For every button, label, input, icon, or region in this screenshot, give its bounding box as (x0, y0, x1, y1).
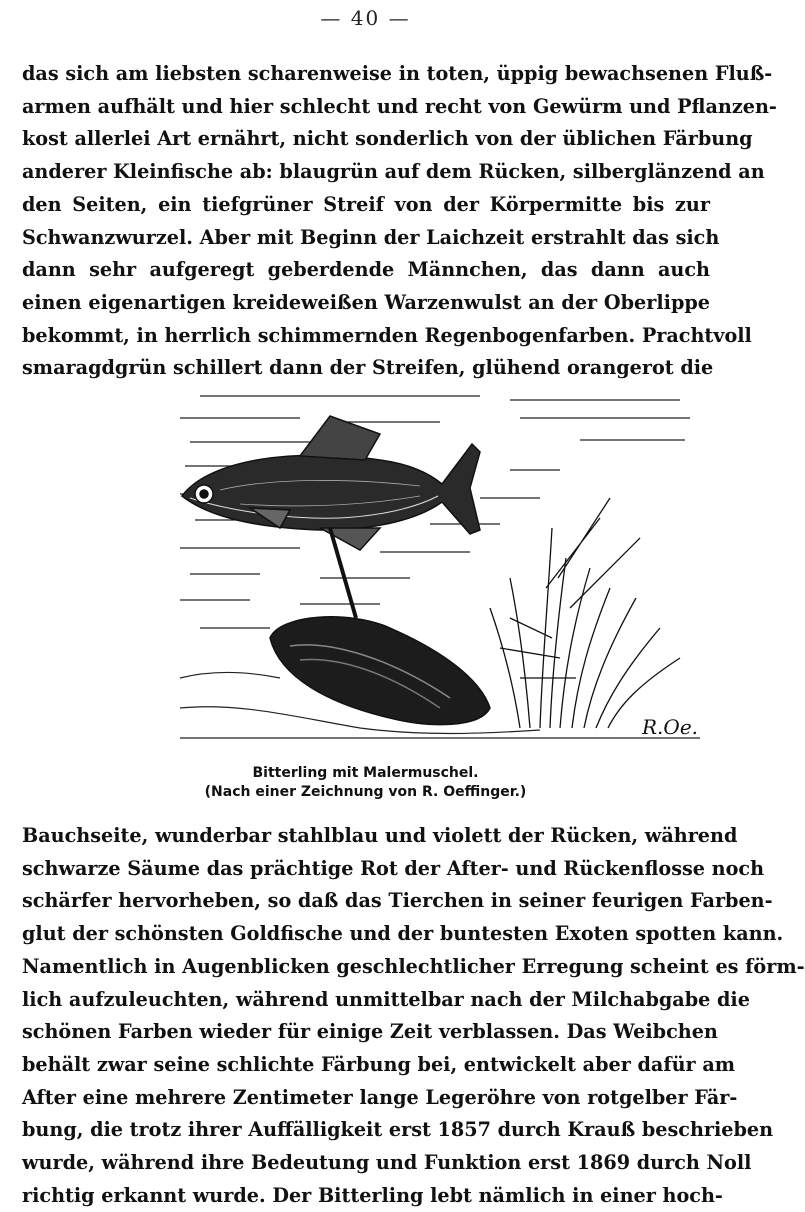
text-line: bekommt, in herrlich schimmernden Regenbogenfarben. Prachtvoll (22, 323, 752, 347)
fish-and-mussel-illustration (180, 378, 700, 754)
text-line: schönen Farben wieder für einige Zeit verblassen. Das Weibchen (22, 1020, 718, 1044)
text-line: einen eigenartigen kreideweißen Warzenwulst an der Oberlippe (22, 290, 710, 314)
figure-caption (0, 764, 731, 802)
caption-credit: (Nach einer Zeichnung von R. Oeffinger.) (204, 784, 527, 800)
text-line: behält zwar seine schlichte Färbung bei, entwickelt aber dafür am (22, 1052, 736, 1076)
bitterling-fish (182, 416, 480, 618)
text-line: Namentlich in Augenblicken geschlechtlicher Erregung scheint es förm- (22, 954, 805, 978)
page-number: — 40 — (320, 6, 411, 30)
text-line: wurde, während ihre Bedeutung und Funktion erst 1869 durch Noll (22, 1151, 752, 1175)
caption-title: Bitterling mit Malermuschel. (252, 765, 479, 781)
text-line: das sich am liebsten scharenweise in toten, üppig bewachsenen Fluß- (22, 62, 773, 85)
text-line: den Seiten, ein tiefgrüner Streif von der Körpermitte bis zur (22, 192, 710, 216)
artist-signature: R.Oe. (642, 715, 699, 739)
text-line: schwarze Säume das prächtige Rot der After- und Rückenflosse noch (22, 856, 765, 880)
text-line: bung, die trotz ihrer Auffälligkeit erst 1857 durch Krauß beschrieben (22, 1118, 774, 1142)
text-line: Bauchseite, wunderbar stahlblau und violett der Rücken, während (22, 824, 738, 847)
text-line: glut der schönsten Goldfische und der buntesten Exoten spotten kann. (22, 922, 784, 946)
text-line: anderer Kleinfische ab: blaugrün auf dem Rücken, silberglänzend an (22, 160, 765, 184)
text-line: kost allerlei Art ernährt, nicht sonderlich von der üblichen Färbung (22, 127, 753, 151)
text-line: richtig erkannt wurde. Der Bitterling lebt nämlich in einer hoch- (22, 1183, 723, 1207)
mussel-shell (270, 617, 490, 725)
text-line: smaragdgrün schillert dann der Streifen, glühend orangerot die (22, 356, 714, 380)
text-line: schärfer hervorheben, so daß das Tierchen in seiner feurigen Farben- (22, 889, 773, 913)
text-line: Schwanzwurzel. Aber mit Beginn der Laichzeit erstrahlt das sich (22, 225, 720, 249)
reed-plants (490, 498, 680, 728)
paragraph-top (22, 58, 777, 385)
text-line: After eine mehrere Zentimeter lange Legeröhre von rotgelber Fär- (22, 1085, 738, 1109)
text-line: armen aufhält und hier schlecht und recht von Gewürm und Pflanzen- (22, 94, 777, 118)
paragraph-bottom (22, 820, 805, 1212)
text-line: dann sehr aufgeregt geberdende Männchen, das dann auch (22, 258, 710, 282)
text-line: lich aufzuleuchten, während unmittelbar nach der Milchabgabe die (22, 987, 750, 1011)
